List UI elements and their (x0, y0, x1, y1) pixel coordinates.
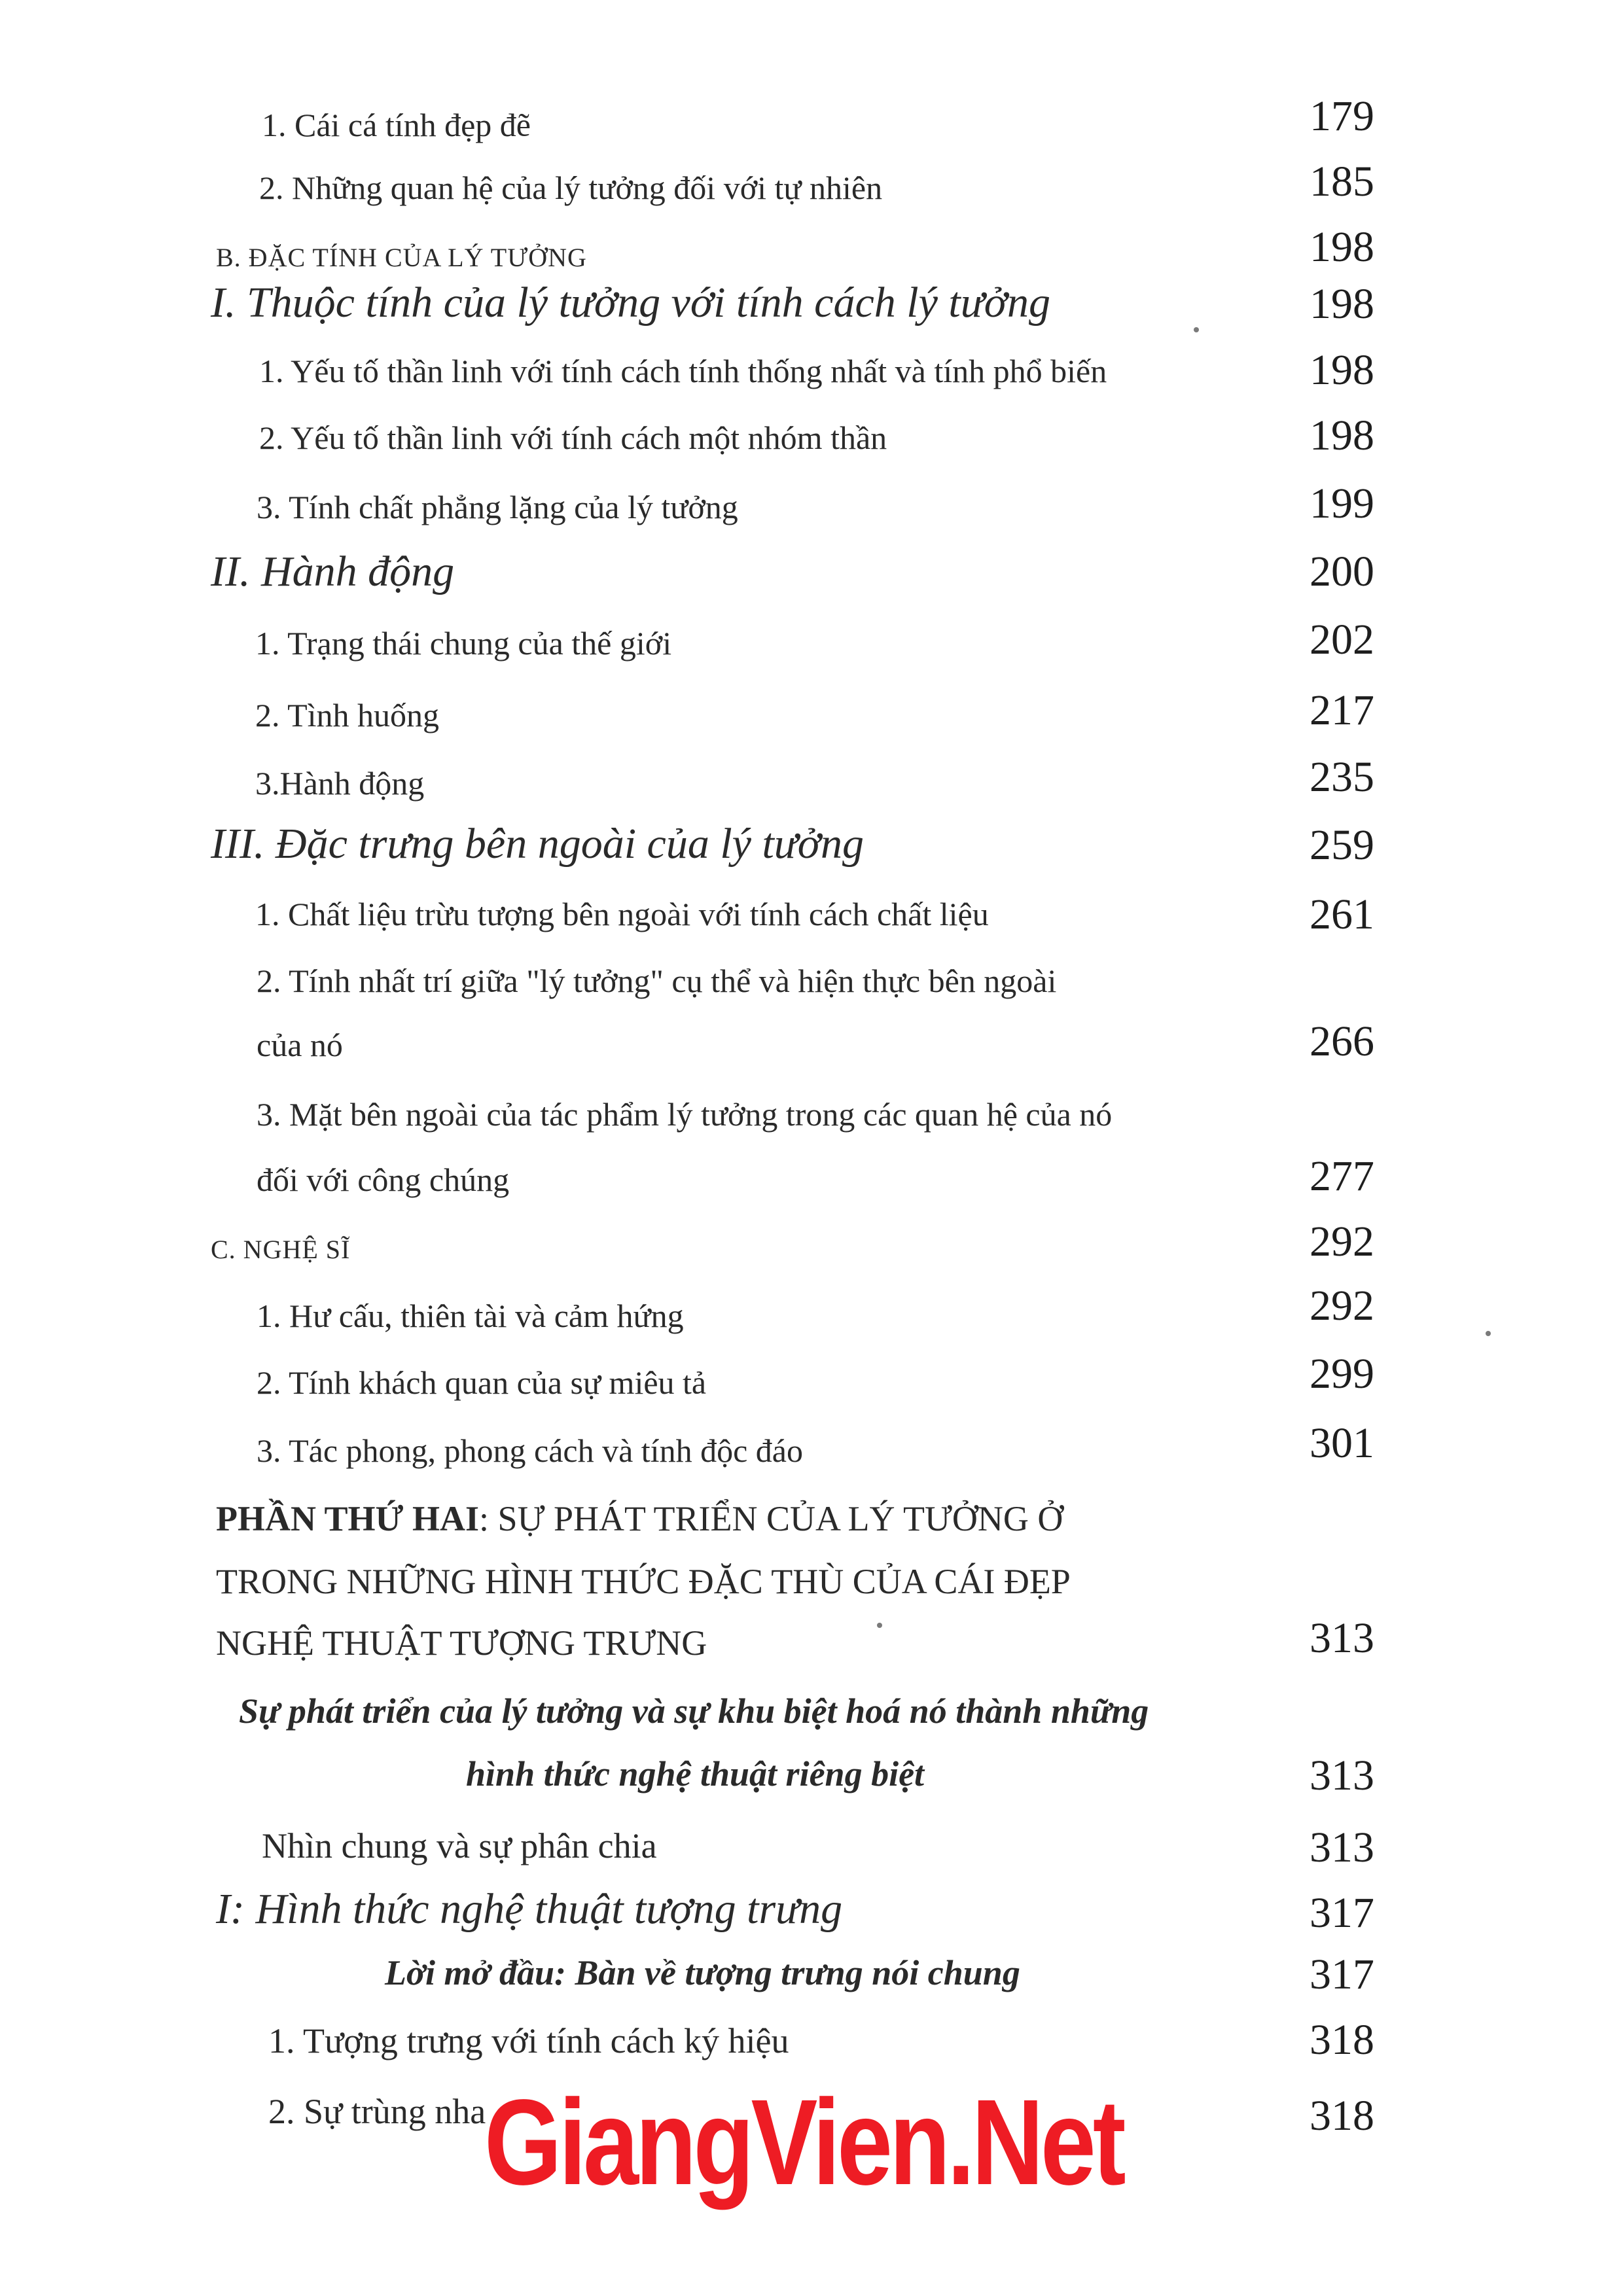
section-heading: C. NGHỆ SĨ (211, 1235, 351, 1264)
entry-page: 301 (1310, 1419, 1374, 1467)
scan-speck (1194, 327, 1199, 332)
entry-title: Nhìn chung và sự phân chia (262, 1826, 657, 1865)
entry-title-continued: đối với công chúng (257, 1161, 510, 1198)
toc-entry (0, 543, 1623, 615)
subtitle-line-1: Sự phát triển của lý tưởng và sự khu biệt hoá nó thành những (239, 1691, 1149, 1731)
entry-title: 3. Tác phong, phong cách và tính độc đáo (257, 1432, 803, 1469)
scan-speck (877, 1623, 882, 1628)
entry-page: 179 (1310, 92, 1374, 140)
scan-speck (1486, 1331, 1491, 1336)
chapter-title: III. Đặc trưng bên ngoài của lý tưởng (211, 820, 865, 868)
toc-entry (0, 411, 1623, 476)
entry-page: 235 (1310, 753, 1374, 801)
toc-entry (0, 1687, 1623, 1818)
entry-title: 1. Tượng trưng với tính cách ký hiệu (268, 2021, 789, 2060)
entry-page: 318 (1310, 2092, 1374, 2140)
entry-title: 1. Yếu tố thần linh với tính cách tính thống nhất và tính phổ biến (259, 353, 1107, 389)
entry-page: 199 (1310, 480, 1374, 527)
toc-entry (0, 92, 1623, 157)
entry-title: 2. Tính khách quan của sự miêu tả (257, 1364, 707, 1401)
chapter-title: II. Hành động (211, 548, 455, 595)
toc-entry (0, 1217, 1623, 1276)
entry-page: 292 (1310, 1282, 1374, 1330)
toc-entry (0, 1819, 1623, 1884)
subtitle-line-2: hình thức nghệ thuật riêng biệt (466, 1754, 925, 1793)
toc-entry (0, 1884, 1623, 1950)
chapter-title: I. Thuộc tính của lý tưởng với tính cách lý tưởng (211, 279, 1050, 327)
entry-title: 2. Những quan hệ của lý tưởng đối với tự nhiên (259, 169, 883, 206)
entry-title: 3.Hành động (255, 765, 425, 802)
entry-page: 198 (1310, 412, 1374, 459)
toc-entry (0, 752, 1623, 818)
toc-entry (0, 1349, 1623, 1415)
entry-page: 292 (1310, 1218, 1374, 1265)
entry-title: 2. Sự trùng nha (268, 2092, 486, 2131)
entry-title: 2. Tính nhất trí giữa "lý tưởng" cụ thể và hiện thực bên ngoài (257, 963, 1057, 999)
entry-page: 313 (1310, 1824, 1374, 1871)
entry-page: 217 (1310, 686, 1374, 734)
entry-title-continued: của nó (257, 1027, 343, 1063)
entry-title: 3. Mặt bên ngoài của tác phẩm lý tưởng trong các quan hệ của nó (257, 1096, 1113, 1133)
toc-entry (0, 615, 1623, 680)
entry-page: 202 (1310, 616, 1374, 663)
toc-entry (0, 1950, 1623, 2015)
entry-page: 185 (1310, 158, 1374, 205)
entry-title: 1. Hư cấu, thiên tài và cảm hứng (257, 1298, 684, 1334)
toc-entry (0, 1419, 1623, 1484)
entry-page: 299 (1310, 1350, 1374, 1398)
entry-page: 259 (1310, 821, 1374, 869)
toc-entry (0, 1281, 1623, 1347)
entry-page: 313 (1310, 1752, 1374, 1799)
entry-title: 2. Tình huống (255, 697, 440, 733)
entry-title: 1. Cái cá tính đẹp đẽ (262, 107, 531, 143)
entry-page: 266 (1310, 1017, 1374, 1065)
toc-entry (0, 955, 1623, 1086)
part-title: : SỰ PHÁT TRIỂN CỦA LÝ TƯỞNG Ở (479, 1499, 1063, 1538)
entry-page: 317 (1310, 1951, 1374, 1998)
toc-entry (0, 2015, 1623, 2081)
part-heading (0, 1485, 1623, 1688)
watermark-text: GiangVien.Net (484, 2075, 1123, 2210)
entry-page: 198 (1310, 346, 1374, 394)
part-label: PHẦN THỨ HAI (216, 1499, 480, 1538)
entry-page: 198 (1310, 280, 1374, 328)
part-heading-line-1 (216, 1498, 1063, 1539)
toc-entry (0, 222, 1623, 281)
toc-entry (0, 686, 1623, 751)
entry-title: 1. Trạng thái chung của thế giới (255, 625, 672, 662)
toc-entry (0, 819, 1623, 891)
chapter-title: I: Hình thức nghệ thuật tượng trưng (216, 1885, 843, 1933)
entry-title: 2. Yếu tố thần linh với tính cách một nhóm thần (259, 419, 887, 456)
entry-page: 261 (1310, 891, 1374, 938)
entry-page: 200 (1310, 548, 1374, 595)
part-heading-line-3: NGHỆ THUẬT TƯỢNG TRƯNG (216, 1623, 707, 1663)
toc-entry (0, 890, 1623, 955)
toc-entry (0, 345, 1623, 411)
entry-title: Lời mở đầu: Bàn về tượng trưng nói chung (385, 1953, 1020, 1992)
entry-title: 1. Chất liệu trừu tượng bên ngoài với tính cách chất liệu (255, 896, 989, 932)
toc-entry (0, 1090, 1623, 1221)
section-heading: B. ĐẶC TÍNH CỦA LÝ TƯỞNG (216, 243, 587, 272)
entry-page: 313 (1310, 1614, 1374, 1662)
entry-page: 198 (1310, 223, 1374, 271)
entry-title: 3. Tính chất phẳng lặng của lý tưởng (257, 489, 738, 525)
toc-entry (0, 278, 1623, 344)
toc-entry (0, 157, 1623, 222)
entry-page: 318 (1310, 2016, 1374, 2064)
entry-page: 317 (1310, 1889, 1374, 1937)
toc-entry (0, 479, 1623, 544)
entry-page: 277 (1310, 1152, 1374, 1200)
part-heading-line-2: TRONG NHỮNG HÌNH THỨC ĐẶC THÙ CỦA CÁI ĐẸP (216, 1562, 1071, 1601)
